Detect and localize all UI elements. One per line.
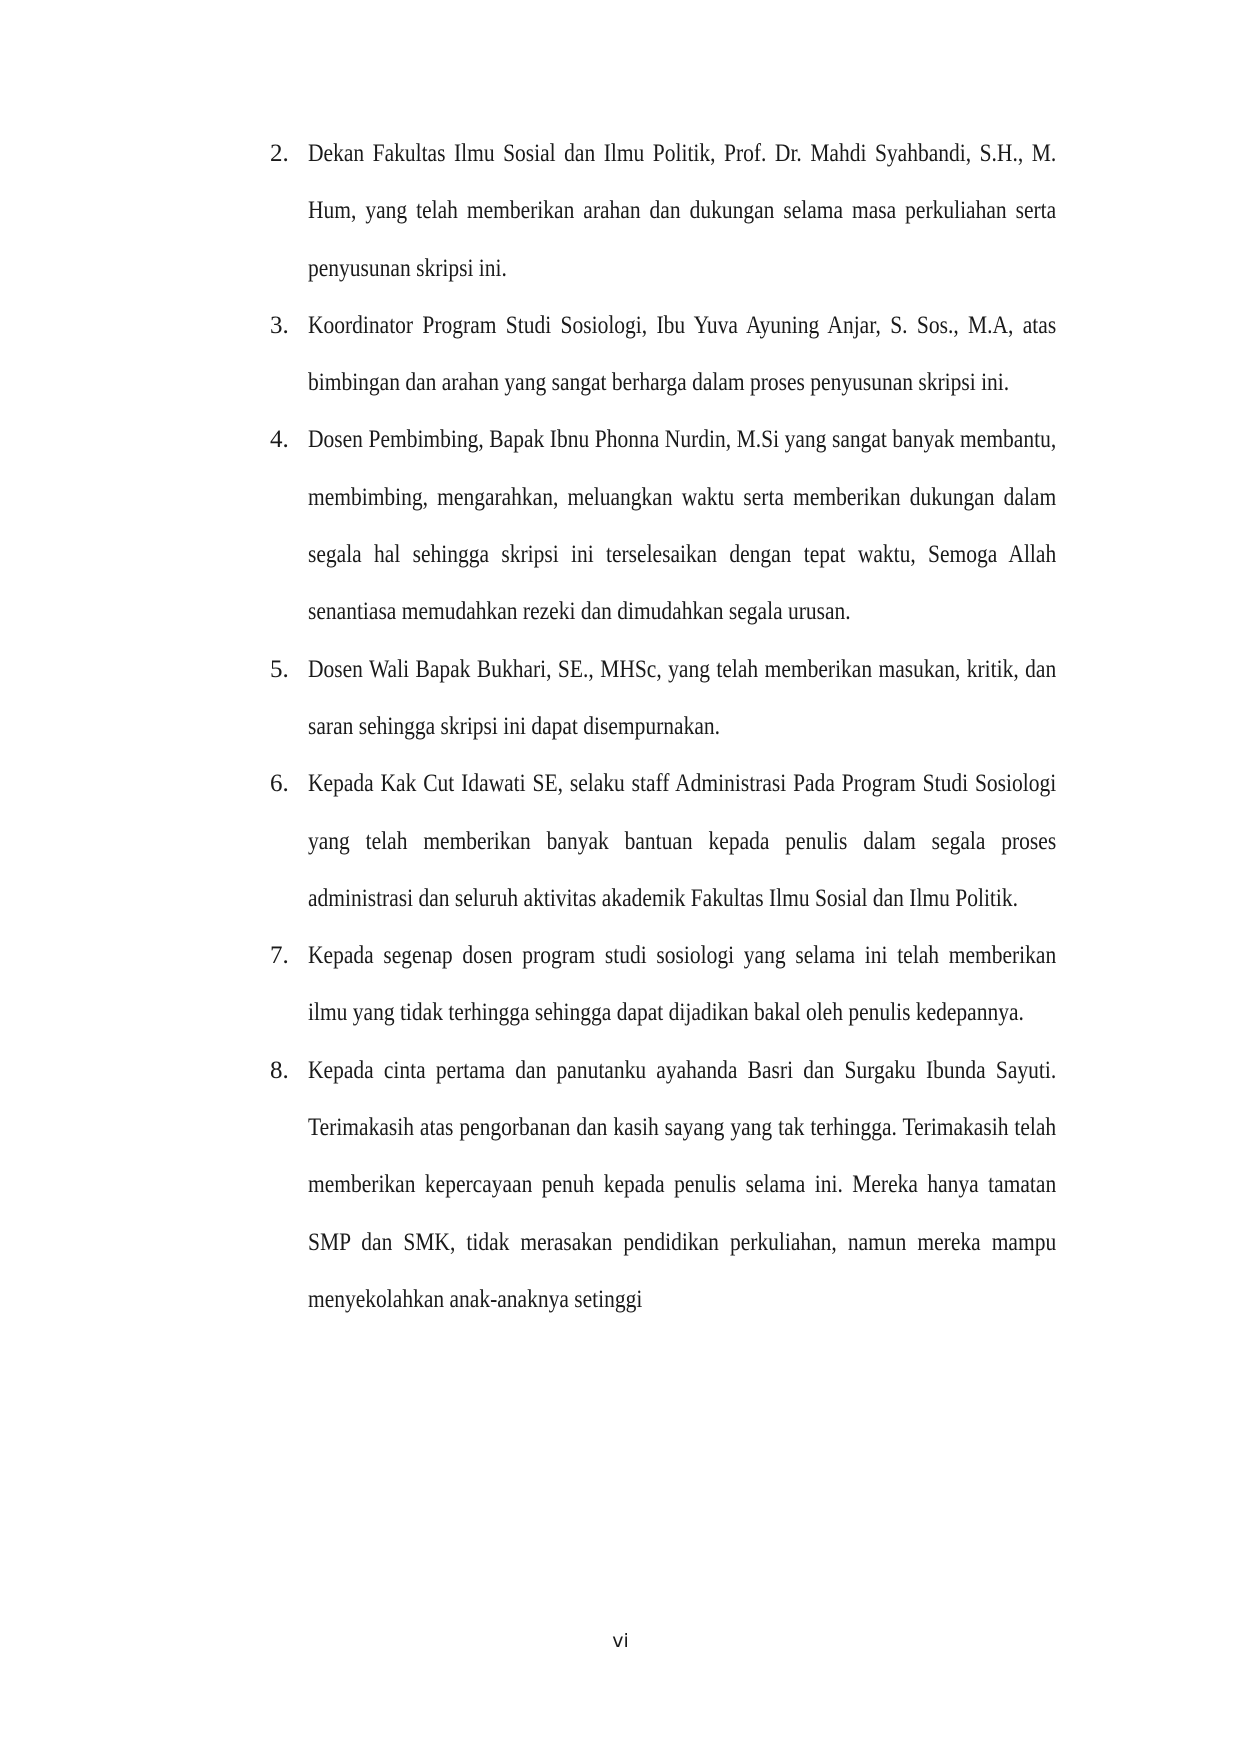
acknowledgement-list bbox=[270, 125, 1060, 1328]
list-item-text: Dosen Pembimbing, Bapak Ibnu Phonna Nurdin, M.Si yang sangat banyak membantu, membimbing, mengarahkan, meluangkan waktu serta memberikan dukungan dalam segala hal sehingga skripsi ini terselesaikan dengan tepat waktu, Semoga Allah senantiasa memudahkan rezeki dan dimudahkan segala urusan. bbox=[308, 426, 1057, 626]
list-item-text: Kepada cinta pertama dan panutanku ayahanda Basri dan Surgaku Ibunda Sayuti. Terimakasih atas pengorbanan dan kasih sayang yang tak terhingga. Terimakasih telah memberikan kepercayaan penuh kepada penulis selama ini. Mereka hanya tamatan SMP dan SMK, tidak merasakan pendidikan perkuliahan, namun mereka mampu menyekolahkan anak-anaknya setinggi bbox=[308, 1056, 1057, 1313]
list-item bbox=[270, 125, 1060, 297]
list-item bbox=[270, 927, 1060, 1042]
list-item bbox=[270, 641, 1060, 756]
list-item-number: 6. bbox=[270, 770, 289, 798]
list-item-number: 2. bbox=[270, 140, 289, 167]
list-item-text: Kepada Kak Cut Idawati SE, selaku staff Administrasi Pada Program Studi Sosiologi yang telah memberikan banyak bantuan kepada penulis dalam segala proses administrasi dan seluruh aktivitas akademik Fakultas Ilmu Sosial dan Ilmu Politik. bbox=[308, 770, 1057, 912]
list-item bbox=[270, 411, 1060, 640]
list-item-text: Dosen Wali Bapak Bukhari, SE., MHSc, yang telah memberikan masukan, kritik, dan saran sehingga skripsi ini dapat disempurnakan. bbox=[308, 655, 1057, 740]
list-item-text: Dekan Fakultas Ilmu Sosial dan Ilmu Politik, Prof. Dr. Mahdi Syahbandi, S.H., M. Hum, yang telah memberikan arahan dan dukungan selama masa perkuliahan serta penyusunan skripsi ini. bbox=[308, 140, 1057, 282]
list-item-number: 7. bbox=[270, 942, 289, 970]
list-item-number: 3. bbox=[270, 311, 289, 339]
list-item bbox=[270, 755, 1060, 927]
list-item-text: Kepada segenap dosen program studi sosiologi yang selama ini telah memberikan ilmu yang tidak terhingga sehingga dapat dijadikan bakal oleh penulis kedepannya. bbox=[308, 942, 1057, 1027]
list-item-number: 8. bbox=[270, 1056, 289, 1084]
list-item-number: 4. bbox=[270, 426, 289, 454]
list-item-text: Koordinator Program Studi Sosiologi, Ibu Yuva Ayuning Anjar, S. Sos., M.A, atas bimbingan dan arahan yang sangat berharga dalam proses penyusunan skripsi ini. bbox=[308, 311, 1057, 397]
page-number: vi bbox=[612, 1630, 629, 1652]
list-item bbox=[270, 297, 1060, 412]
list-item-number: 5. bbox=[270, 655, 289, 683]
list-item bbox=[270, 1042, 1060, 1328]
